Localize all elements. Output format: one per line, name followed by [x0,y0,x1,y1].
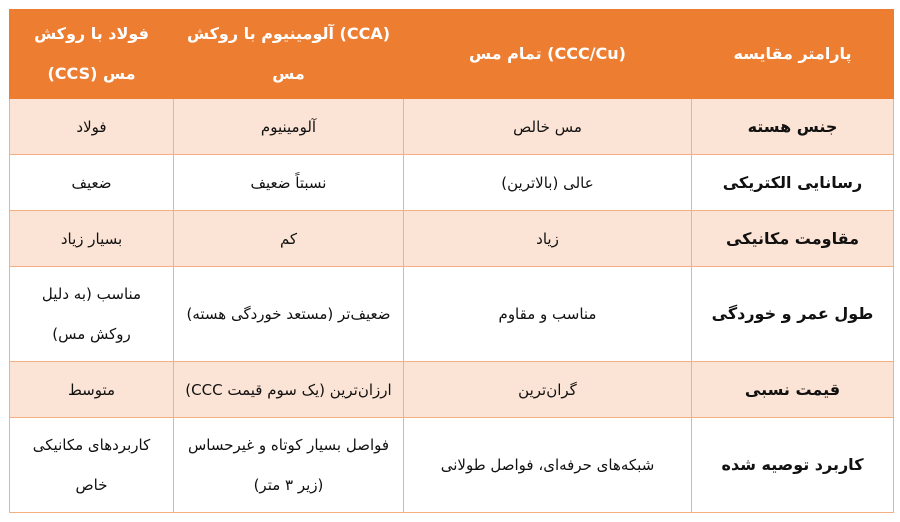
table-row [10,99,894,155]
comparison-table-container [9,9,893,513]
row-ccs-cell: ضعیف [10,155,174,211]
header-cca: (CCA) آلومینیوم با روکش مس [174,10,404,99]
row-ccc-cell: مناسب و مقاوم [404,267,692,362]
header-param: پارامتر مقایسه [692,10,894,99]
comparison-table [9,9,894,513]
header-ccs: فولاد با روکش مس (CCS) [10,10,174,99]
row-cca-cell: کم [174,211,404,267]
table-row [10,418,894,513]
row-cca-cell: ارزان‌ترین (یک سوم قیمت CCC) [174,362,404,418]
row-ccc-cell: گران‌ترین [404,362,692,418]
row-cca-cell: نسبتاً ضعیف [174,155,404,211]
row-ccc-cell: عالی (بالاترین) [404,155,692,211]
table-row [10,155,894,211]
table-header [10,10,894,99]
row-ccs-cell: متوسط [10,362,174,418]
row-cca-cell: فواصل بسیار کوتاه و غیرحساس (زیر ۳ متر) [174,418,404,513]
row-cca-cell: آلومینیوم [174,99,404,155]
row-param-cell: طول عمر و خوردگی [692,267,894,362]
row-param-cell: قیمت نسبی [692,362,894,418]
header-row [10,10,894,99]
header-ccc: (CCC/Cu) تمام مس [404,10,692,99]
table-row [10,362,894,418]
table-body [10,99,894,513]
row-ccs-cell: بسیار زیاد [10,211,174,267]
row-cca-cell: ضعیف‌تر (مستعد خوردگی هسته) [174,267,404,362]
row-ccs-cell: کاربردهای مکانیکی خاص [10,418,174,513]
row-param-cell: جنس هسته [692,99,894,155]
row-param-cell: مقاومت مکانیکی [692,211,894,267]
row-ccc-cell: شبکه‌های حرفه‌ای، فواصل طولانی [404,418,692,513]
row-param-cell: رسانایی الکتریکی [692,155,894,211]
row-param-cell: کاربرد توصیه شده [692,418,894,513]
table-row [10,267,894,362]
row-ccc-cell: مس خالص [404,99,692,155]
row-ccs-cell: مناسب (به دلیل روکش مس) [10,267,174,362]
row-ccs-cell: فولاد [10,99,174,155]
table-row [10,211,894,267]
row-ccc-cell: زیاد [404,211,692,267]
